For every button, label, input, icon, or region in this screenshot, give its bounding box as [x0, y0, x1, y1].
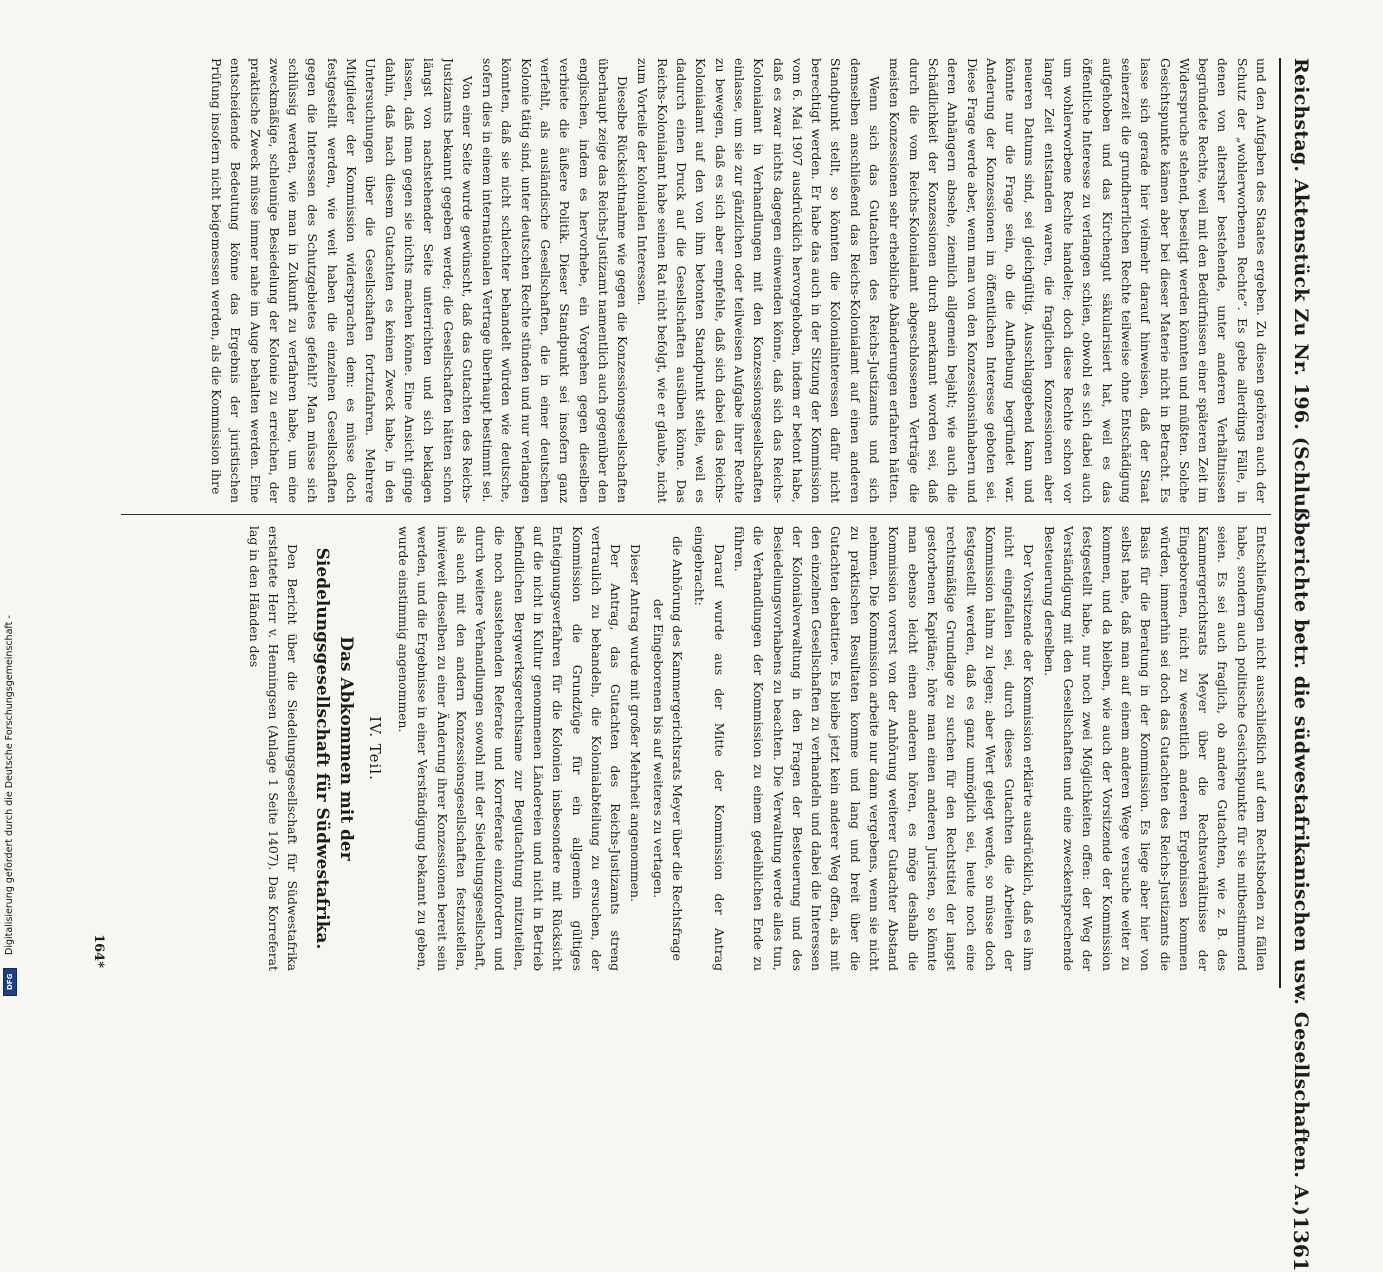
paragraph: Von einer Seite wurde gewünscht, daß das Gutachten des Reichs-Justizamts bekannt gegeben werde; die Gesellschaften hätten schon längst von nachstehender Seite unterrichten und sich beklagen lassen, daß man gegen sie nichts machen könne. Eine Ansicht ginge dahin, daß nach diesem Gutachten es keinen Zweck habe, in den Untersuchungen über die Gesellschaften fortzufahren. Mehrere Mitglieder der Kommission widersprachen dem: es müsse doch festgestellt werden, wie weit haben die einzelnen Gesellschaften gegen die Interessen des Schutzgebietes gefehlt? Man müsse sich schlüssig werden, wie man in Zukunft zu verfahren habe, um eine zweckmäßige, schleunige Besiedelung der Kolonie zu erreichen, der praktische Zweck müsse immer nahe im Auge behalten werden. Eine entscheidende Bedeutung könne das Ergebnis der juristischen Prüfung insofern nicht beigemessen werden, als die Kommission ihre — [208, 58, 475, 503]
page-number: 1361 — [1289, 1216, 1313, 1272]
paragraph: Dieselbe Rücksichtnahme wie gegen die Konzessionsgesellschaften überhaupt zeige das Reichs-Justizamt namentlich auch gegenüber den englischen, indem es hervorhebe, ein Vorgehen gegen dieselben verbiete die äußere Politik. Dieser Standpunkt sei insofern ganz verfehlt, als ausländische Gesellschaften, die in einer deutschen Kolonie tätig sind, unter deutschen Rechte stünden und nur verlangen könnten, daß sie nicht schlechter behandelt würden wie deutsche, sofern dies in einem internationalen Vertrage überhaupt bestimmt sei. — [480, 58, 631, 503]
column-divider — [121, 514, 1271, 515]
header-title: Reichstag. Aktenstück Zu Nr. 196. (Schlußberichte betr. die südwestafrikanischen usw. Gesellschaften. A.) — [1290, 58, 1312, 1216]
paragraph: Der Antrag, das Gutachten des Reichs-Justizamts streng vertraulich zu behandeln, die Kolonialabteilung zu ersuchen, der Kommission die Grundzüge für ein allgemein gültiges Enteignungsverfahren für die Kolonien insbesondere mit Rücksicht auf die nicht in Kultur genommenen Ländereien und nicht in Betrieb befindlichen Bergwerksgerechtsame zur Begutachtung mitzuteilen, die noch ausstehenden Referate und Korreferate einzufordern und durch weitere Verhandlungen sowohl mit der Siedelungsgesellschaft, als auch mit den andern Konzessionsgesellschaften festzustellen, inwieweit dieselben zu einer Änderung ihrer Konzessionen bereit sein werden, und die Ergebnisse in einer Verständigung bekannt zu geben, wurde einstimmig angenommen. — [395, 526, 624, 971]
motion-result: Dieser Antrag wurde mit großer Mehrheit angenommen. — [628, 544, 644, 902]
paragraph: Entschließungen nicht ausschließlich auf dem Rechtsboden zu fällen habe, sondern auch politische Gesichtspunkte für sie mitbestimmend seien. Es sei auch fraglich, ob andere Gutachten, wie z. B. des Kammergerichtsrats Meyer über die Rechtsverhältnisse der Eingeborenen, nicht zu wesentlich anderen Ergebnissen kommen würden, immerhin sei doch das Gutachten des Reichs-Justizamts die Basis für die Beratung in der Kommission. Es liege aber hier von selbst nahe, daß man auf einem anderen Wege versuche weiter zu kommen, und da bleiben, wie auch der Vorsitzende der Kommission festgestellt habe, nur noch zwei Möglichkeiten offen: der Weg der Verständigung mit den Gesellschaften und eine zweckentsprechende Besteuerung derselben. — [1041, 526, 1269, 971]
digitization-note: Digitalisierung gefördert durch die Deutsche Forschungsgemeinschaft - — [3, 615, 15, 955]
paragraph: Den Bericht über die Siedelungsgesellschaft für Südwestafrika erstattete Herr v. Henningsen (Anlage 1 Seite 1407). Das Korreferat lag in den Händen des — [246, 526, 301, 971]
paragraph: und den Aufgaben des Staates ergeben. Zu diesen gehören auch der Schutz der „wohlerworbenen Rechte“. Es gebe allerdings Fälle, in denen von altersher bestehende, unter anderen Verhältnissen begründete Rechte, weil mit den Bedürfnissen einer späteren Zeit im Widerspruche stehend, beseitigt werden könnten und müßten. Solche Gesichtspunkte kämen aber bei dieser Materie nicht in Betracht. Es lasse sich gerade hier vielmehr darauf hinweisen, daß der Staat seinerzeit die grundherrlichen Rechte teilweise ohne Entschädigung aufgehoben und das Kirchengut säkularisiert hat, weil es das öffentliche Interesse zu verlangen schien, obwohl es sich dabei auch um wohlerworbene Rechte handelte; doch diese Rechte schon vor langer Zeit entstanden waren, die fraglichen Konzessionen aber neueren Datums sind, sei gleichgültig. Ausschlaggebend kann und könnte nur die Frage sein, ob die Aufhebung begründet war. Anderung der Konzessionen im öffentlichen Interesse geboten sei. Diese Frage werde aber, wenn man von den Konzessionsinhabern und deren Anhängern absehe, ziemlich allgemein bejaht; wie auch die Schädlichkeit der Konzessionen durch anerkannt worden sei, daß durch die vom Reichs-Kolonialamt abgeschlossenen Verträge die meisten Konzessionen sehr erhebliche Abänderungen erfahren hätten. — [887, 58, 1269, 503]
section-heading: Das Abkommen mit der Siedelungsgesellschaft für Südwestafrika. — [312, 547, 357, 950]
left-column — [121, 58, 1271, 503]
section-number: IV. Teil. — [365, 716, 384, 781]
paragraph: Der Vorsitzende der Kommission erklärte ausdrücklich, daß es ihm nicht eingefallen sei, durch dieses Gutachten die Arbeiten der Kommission lahm zu legen; aber Wert gelegt werde, so müsse doch festgestellt werden, daß es ganz unmöglich sei, heute noch eine rechtsmäßige Grundlage zu suchen für den Rechtstitel der langst gestorbenen Kapitäne; höre man einen anderen Juristen, so könnte man ebenso leicht einen anderen hören, es möge deshalb die Kommission vorerst von der Anhörung weiterer Gutachter Abstand nehmen. Die Kommission arbeite nur dann vergebens, wenn sie nicht zu praktischen Resultaten komme und lang und breit über die Gutachten debattiere. Es bleibe jetzt kein anderer Weg offen, als mit den einzelnen Gesellschaften zu verhandeln und dabei die Interessen der Kolonialverwaltung in den Fragen der Besteuerung und des Besiedelungsvorhabens zu beachten. Die Verwaltung werde alles tun, die Verhandlungen der Kommission zu einem gedeihlichen Ende zu führen. — [731, 526, 1037, 971]
rotated-document-page — [61, 48, 1321, 1272]
motion-intro: Darauf wurde aus der Mitte der Kommission der Antrag eingebracht: — [692, 526, 727, 971]
right-column — [121, 526, 1271, 971]
dfg-logo: DFG — [3, 968, 17, 996]
page-header — [1279, 58, 1321, 1272]
paragraph: Wenn sich das Gutachten des Reichs-Justizamts und sich demselben anschließend das Reichs-Kolonialamt auf einen anderen Standpunkt stellt, so könnten die Kolonialinteressen dafür nicht berechtigt werden. Er habe das auch in der Sitzung der Kommission vom 6. Mai 1907 ausdrücklich hervorgehoben, indem er betont habe, daß es zwar nichts dagegen einwenden könne, daß sich das Reichs-Kolonialamt in Verhandlungen mit den Konzessionsgesellschaften einlasse, um sie zur gänzlichen oder teilweisen Aufgabe ihrer Rechte zu bewegen, daß es sich aber empfehle, daß sich dabei das Reichs-Kolonialamt auf den von ihm betonten Standpunkt stelle, weil es dadurch einen Druck auf die Gesellschaften ausüben könne. Das Reichs-Kolonialamt habe seinen Rat nicht befolgt, wie er glaube, nicht zum Vorteile der kolonialen Interessen. — [635, 58, 883, 503]
footer-mark: 164* — [91, 934, 106, 968]
motion-text: die Anhörung des Kammergerichtsrats Meyer über die Rechtsfrage der Eingeborenen bis auf weiteres zu vertagen. — [650, 536, 686, 961]
